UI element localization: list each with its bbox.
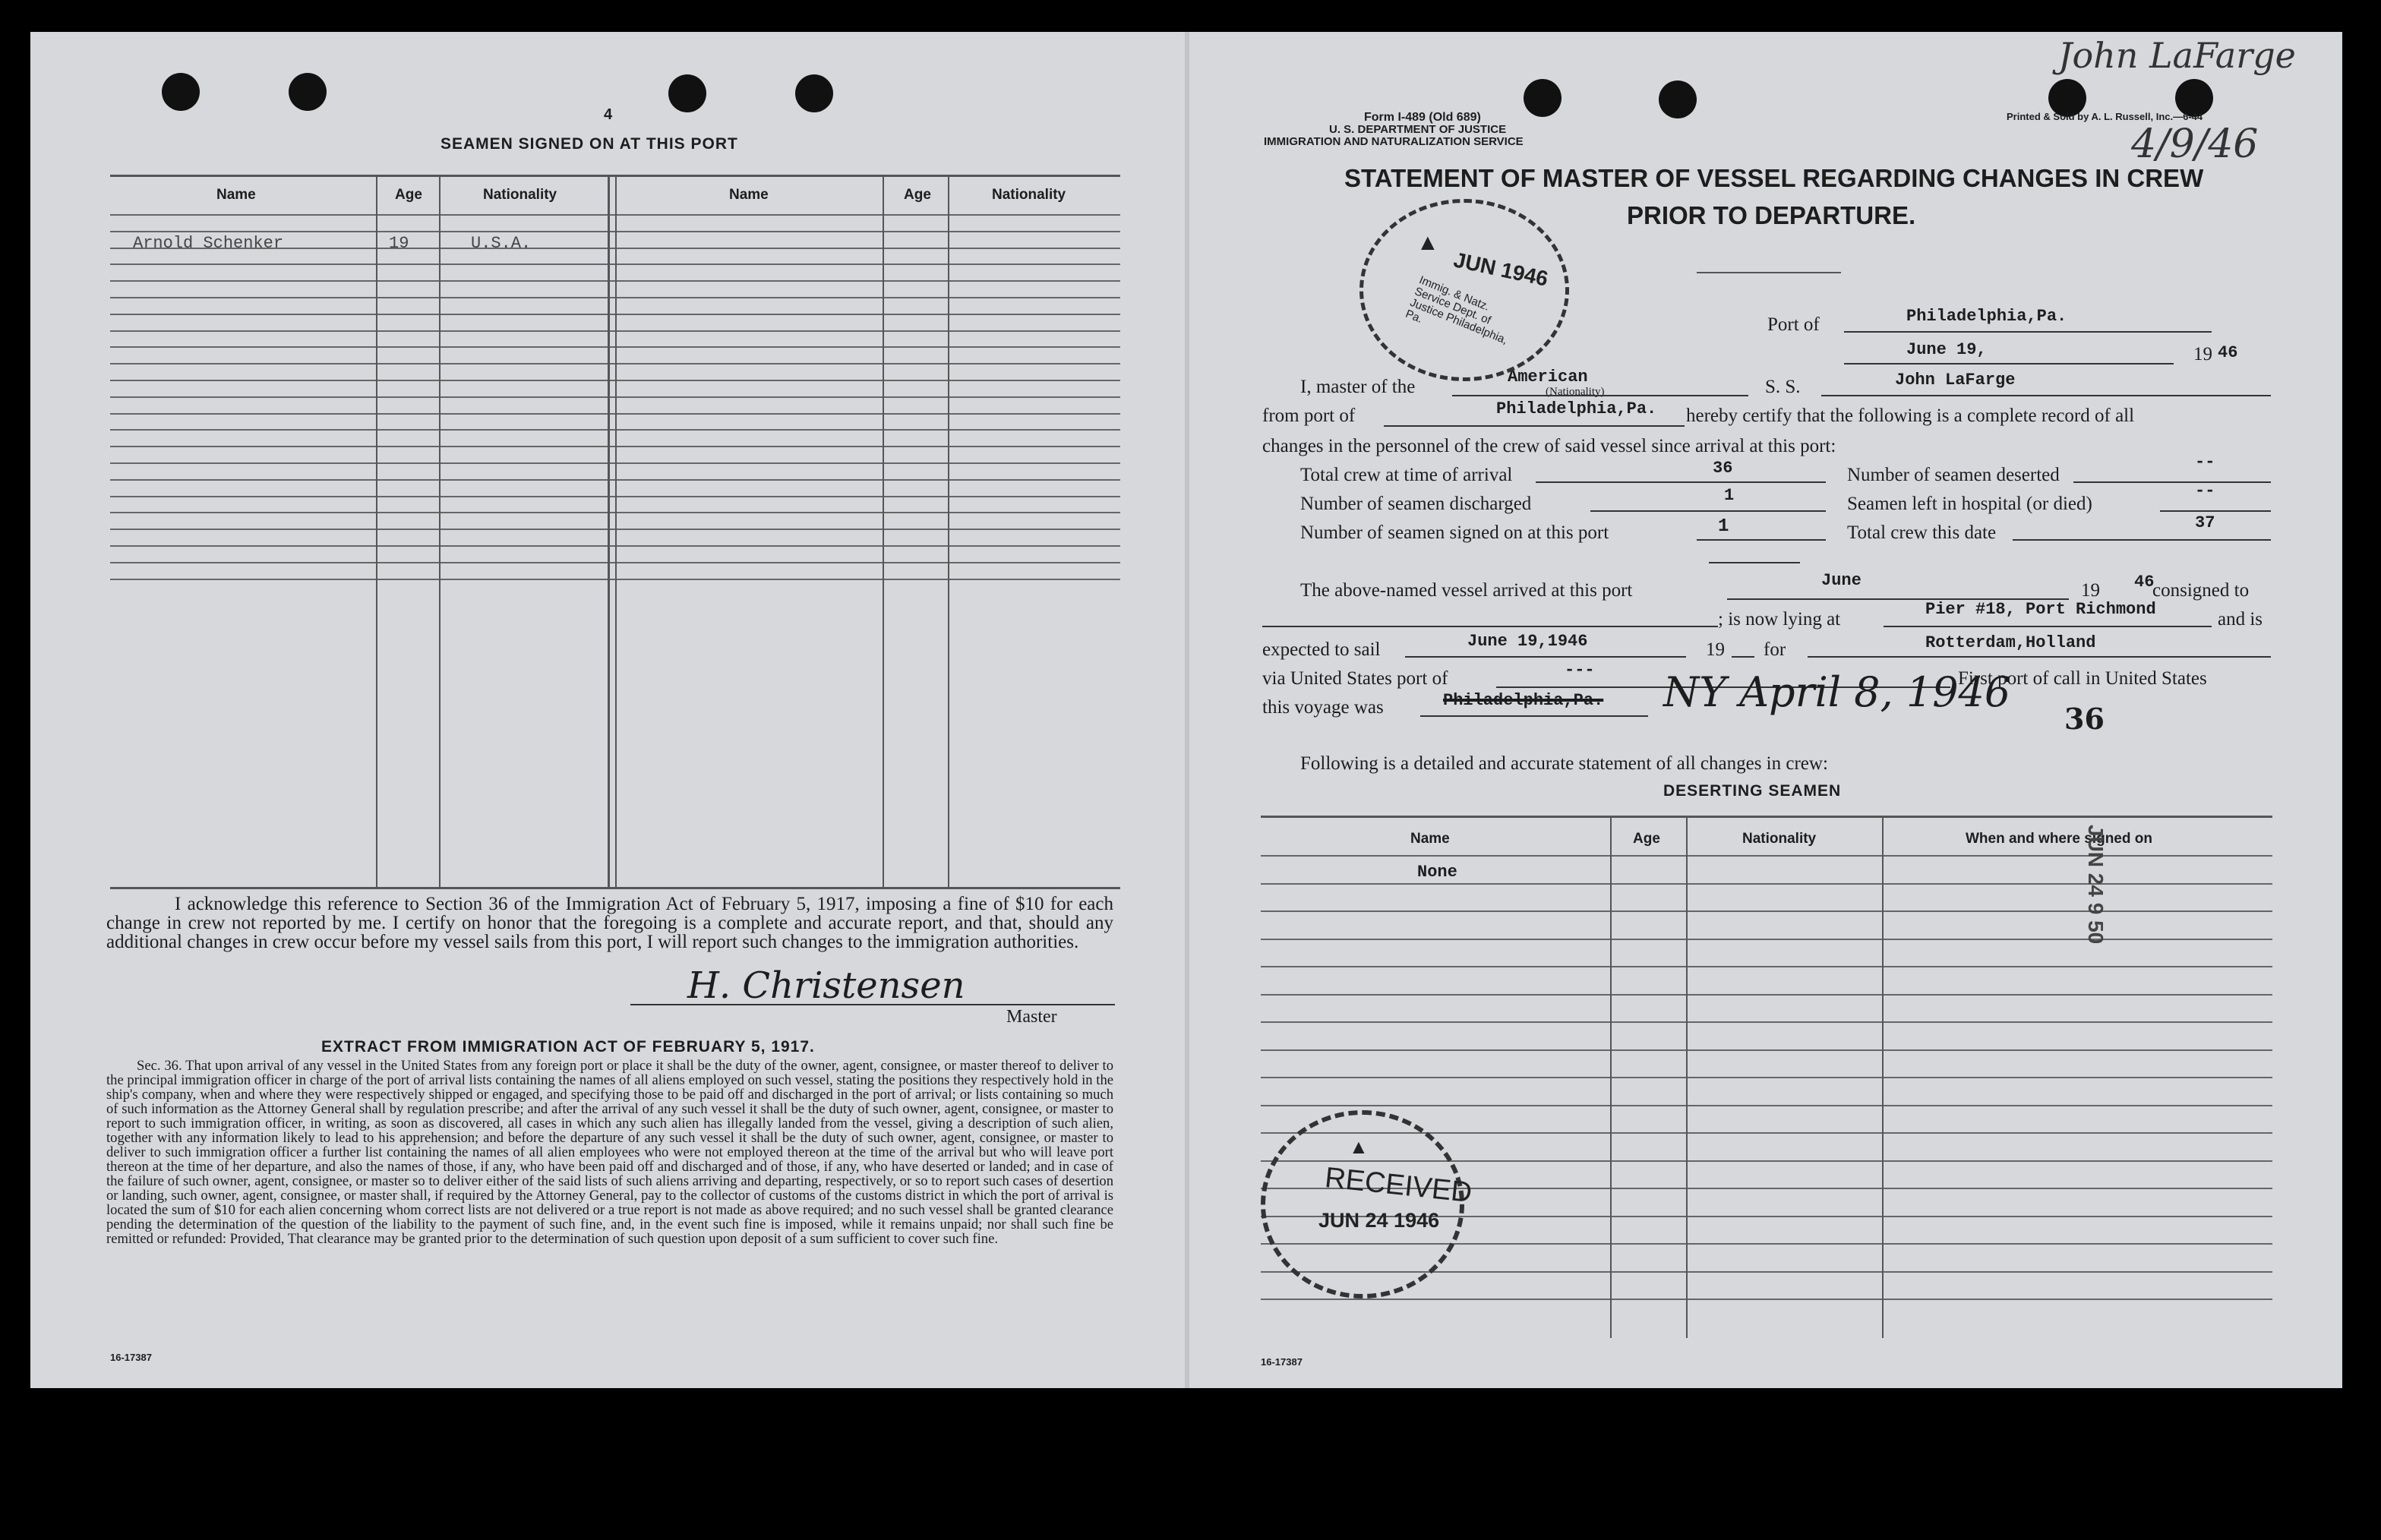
stamp-arrow-icon: ▲	[1416, 230, 1439, 255]
stamp-text: Immig. & Natz. Service Dept. of Justice Philadelphia, Pa.	[1404, 273, 1510, 347]
table-rule	[1261, 855, 2272, 857]
punch-hole	[162, 73, 200, 111]
table-rule	[1261, 966, 2272, 967]
column-header: Name	[729, 187, 769, 203]
table-column-rule	[439, 176, 441, 887]
table-column-rule	[1610, 817, 1612, 1338]
table-rule	[1261, 883, 2272, 885]
voyage-struck-value: Philadelphia,Pa.	[1443, 691, 1604, 710]
form-code: 16-17387	[110, 1352, 152, 1363]
date-value: June 19,	[1906, 340, 1987, 359]
deserting-title: DESERTING SEAMEN	[1663, 782, 1842, 800]
port-value: Philadelphia,Pa.	[1906, 307, 2067, 326]
seaman-name: Arnold Schenker	[133, 234, 284, 253]
crew-arrival-value: 36	[1713, 459, 1733, 478]
extract-title: EXTRACT FROM IMMIGRATION ACT OF FEBRUARY 5, 1917.	[321, 1038, 815, 1056]
form-code: 16-17387	[1261, 1356, 1303, 1368]
department: U. S. DEPARTMENT OF JUSTICE	[1329, 123, 1507, 136]
form-number: Form I-489 (Old 689)	[1364, 111, 1481, 124]
port-label: Port of	[1767, 314, 1820, 335]
table-column-rule	[615, 176, 617, 887]
punch-hole	[289, 73, 327, 111]
service: IMMIGRATION AND NATURALIZATION SERVICE	[1264, 135, 1524, 148]
section-title: SEAMEN SIGNED ON AT THIS PORT	[441, 135, 738, 153]
page-fold	[1185, 32, 1189, 1388]
nationality-value: American	[1508, 368, 1588, 387]
table-column-rule	[1686, 817, 1688, 1338]
hospital-value: --	[2195, 481, 2215, 500]
signature-line	[630, 1004, 1115, 1005]
table-rule	[1261, 1021, 2272, 1023]
stamp-date: JUN 1946	[1451, 248, 1551, 291]
stamp-arrow-icon: ▲	[1349, 1136, 1369, 1158]
stamp-received: RECEIVED	[1323, 1161, 1473, 1210]
side-date-stamp: JUN 24 9 50	[2084, 825, 2108, 945]
page-number: 4	[604, 106, 613, 123]
signature-role: Master	[1006, 1007, 1057, 1027]
punch-hole	[1524, 79, 1562, 117]
form-title: STATEMENT OF MASTER OF VESSEL REGARDING CHANGES IN CREW	[1344, 164, 2204, 192]
printer-credit: Printed & Sold by A. L. Russell, Inc.—6-44	[2007, 111, 2203, 122]
form-subtitle: PRIOR TO DEPARTURE.	[1627, 201, 1916, 229]
table-rule	[1261, 910, 2272, 912]
table-rule	[1261, 1077, 2272, 1078]
seaman-age: 19	[389, 234, 409, 253]
seaman-nationality: U.S.A.	[471, 234, 532, 253]
table-rule	[1261, 1049, 2272, 1051]
deserter-name: None	[1417, 863, 1457, 882]
discharged-value: 1	[1724, 486, 1735, 505]
sail-value: June 19,1946	[1467, 632, 1588, 651]
table-rule	[1261, 939, 2272, 940]
arrived-value: June	[1821, 571, 1862, 590]
table-column-rule	[1882, 817, 1884, 1338]
handwritten-note: 36	[2064, 702, 2105, 736]
via-value: ---	[1565, 661, 1595, 680]
from-port-value: Philadelphia,Pa.	[1496, 399, 1657, 418]
deserted-value: --	[2195, 453, 2215, 472]
column-header: Age	[395, 187, 422, 203]
column-header: Age	[1633, 831, 1660, 847]
total-crew-value: 37	[2195, 513, 2215, 532]
table-rule	[1261, 1299, 2272, 1300]
column-header: Nationality	[483, 187, 557, 203]
extract-text: Sec. 36. That upon arrival of any vessel in the United States from any foreign port or place it shall be the duty of the owner, agent, consignee, or master thereof to deliver to the principal immigration officer in charge of the port of arrival lists containing the names of all aliens employed on such vessel, stating the positions they respectively hold in the ship's company, when and where they were respectively shipped or engaged, and specifying those to be paid off and discharged in the port of arrival; or lists containing so much of such information as the Attorney General shall by regulation prescribe; and after the arrival of any such vessel it shall be the duty of such owner, agent, consignee, or master to report to such immigration officer, in writing, as soon as discovered, all cases in which any such alien has illegally landed from the vessel, giving a description of such alien, together with any information likely to lead to his apprehension; and before the departure of any such vessel it shall be the duty of such owner, agent, consignee, or master to deliver to such immigration officer a further list containing the names of all alien employees who were not employed thereon at the time of the arrival but who will leave port thereon at the time of her departure, and also the names of those, if any, who have been paid off and discharged and of those, if any, who have deserted or landed; and in case of the failure of such owner, agent, consignee, or master so to deliver either of the said lists of such aliens arriving and departing, respectively, or so to report such cases of desertion or landing, such owner, agent, consignee, or master shall, if required by the Attorney General, pay to the collector of customs of the customs district in which the port of arrival is located the sum of $10 for each alien concerning whom correct lists are not delivered or a true report is not made as above required; and no such vessel shall be granted clearance pending the determination of the question of the liability to the payment of such fine, and, in the event such fine is imposed, while it remains unpaid; nor shall such fine be remitted or refunded: Provided, That clearance may be granted prior to the determination of such question upon deposit of a sum sufficient to cover such fine.	[106, 1058, 1113, 1247]
master-signature: H. Christensen	[687, 964, 965, 1007]
lying-value: Pier #18, Port Richmond	[1925, 600, 2156, 619]
column-header: Name	[216, 187, 256, 203]
table-column-rule	[948, 176, 949, 887]
table-column-rule	[376, 176, 377, 887]
column-header: When and where signed on	[1966, 831, 2152, 847]
stamp-received-date: JUN 24 1946	[1318, 1209, 1440, 1232]
table-column-rule	[608, 176, 610, 887]
punch-hole	[668, 74, 706, 112]
table-rule	[1261, 1105, 2272, 1106]
title-divider	[1697, 272, 1841, 273]
punch-hole	[795, 74, 833, 112]
handwritten-date: 4/9/46	[2131, 121, 2259, 167]
ship-value: John LaFarge	[1895, 371, 2016, 390]
destination-value: Rotterdam,Holland	[1925, 633, 2096, 652]
punch-hole	[1659, 80, 1697, 118]
voyage-handwritten: NY April 8, 1946	[1663, 668, 2011, 716]
acknowledgement-text: I acknowledge this reference to Section 36 of the Immigration Act of February 5, 1917, imposing a fine of $10 for each change in crew not reported by me. I certify on honor that the foregoing is a complete and accurate report, and that, should any additional changes in crew occur before my vessel sails from this port, I will report such changes to the immigration authorities.	[106, 894, 1113, 952]
table-rule	[1261, 816, 2272, 818]
table-rule	[1261, 994, 2272, 996]
signed-on-value: 1	[1718, 516, 1729, 537]
table-column-rule	[883, 176, 884, 887]
received-stamp	[1261, 1110, 1473, 1299]
year-value: 46	[2218, 343, 2238, 362]
date-stamp-top	[1359, 199, 1569, 381]
handwritten-ship-name: John LaFarge	[2058, 35, 2296, 76]
column-header: Nationality	[992, 187, 1066, 203]
column-header: Name	[1410, 831, 1450, 847]
table-rule	[110, 887, 1120, 889]
arrived-year: 46	[2134, 573, 2155, 592]
column-header: Nationality	[1742, 831, 1817, 847]
column-header: Age	[904, 187, 931, 203]
